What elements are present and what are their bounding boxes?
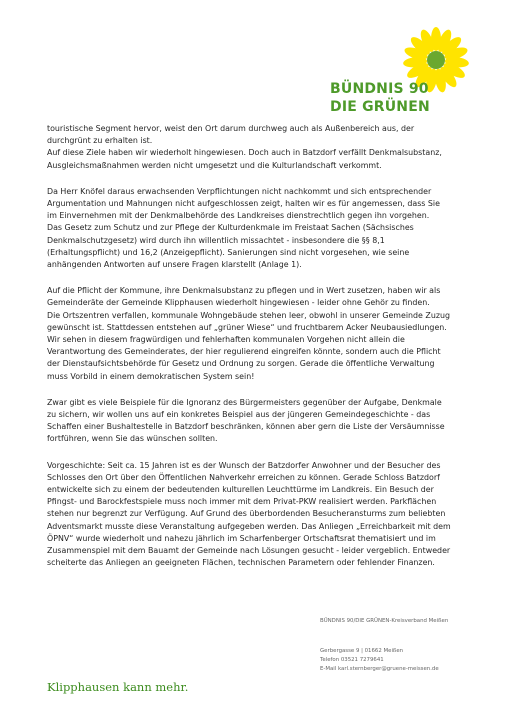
logo-line-1: BÜNDNIS 90 (330, 81, 429, 97)
text-line: Schaffen einer Bushaltestelle in Batzdorf beschränken, können aber gern die Liste der Versäumnisse (47, 422, 445, 432)
text-line: durchgrünt zu erhalten ist. (47, 136, 153, 146)
text-line: Die Ortszentren verfallen, kommunale Wohngebäude stehen leer, obwohl in unserer Gemeinde Zuzug (47, 310, 450, 320)
paragraph (47, 186, 467, 271)
text-line: im Einvernehmen mit der Denkmalbehörde des Landkreises dienstrechtlich gegen ihn vorgehen. (47, 211, 430, 221)
footer-email: E-Mail karl.sternberger@gruene-meissen.de (320, 666, 439, 672)
text-line: gewünscht ist. Stattdessen entstehen auf „grüner Wiese“ und fruchtbarem Acker Neubausiedlungen. (47, 322, 447, 332)
text-line: stehen nur begrenzt zur Verfügung. Auf Grund des überbordenden Besucheransturms zum beliebten (47, 509, 446, 519)
text-line: entwickelte sich zu einem der bedeutenden kulturellen Leuchttürme im Landkreis. Ein Besuch der (47, 485, 434, 495)
paragraph (47, 285, 467, 383)
footer-contact (320, 647, 439, 674)
text-line: Adventsmarkt musste diese Veranstaltung aufgegeben werden. Das Anliegen „Erreichbarkeit mit dem (47, 521, 451, 531)
text-line: Zwar gibt es viele Beispiele für die Ignoranz des Bürgermeisters gegenüber der Aufgabe, Denkmale (47, 397, 442, 407)
text-line: Argumentation und Mahnungen nicht aufgeschlossen zeigt, halten wir es für angemessen, dass Sie (47, 199, 440, 209)
text-line: Pfingst- und Barockfestspiele muss noch immer mit dem Privat-PKW realisiert werden. Parkflächen (47, 497, 437, 507)
text-line: touristische Segment hervor, weist den Ort darum durchweg auch als Außenbereich aus, der (47, 124, 415, 133)
logo-line-2: DIE GRÜNEN (330, 99, 430, 115)
footer-org: BÜNDNIS 90/DIE GRÜNEN-Kreisverband Meißen (320, 618, 449, 624)
text-line: Wir sehen in diesem fragwürdigen und fehlerhaften kommunalen Vorgehen nicht allein die (47, 335, 405, 345)
text-line: Zusammenspiel mit dem Bauamt der Gemeinde nach Lösungen gesucht - leider vergeblich. Entweder (47, 546, 451, 556)
text-line: Das Gesetz zum Schutz und zur Pflege der Kulturdenkmale im Freistaat Sachen (Sächsisches (47, 223, 414, 233)
text-line: Auf die Pflicht der Kommune, ihre Denkmalsubstanz zu pflegen und in Wert zusetzen, haben wir als (47, 286, 441, 296)
text-line: Gemeinderäte der Gemeinde Klipphausen wiederholt hingewiesen - leider ohne Gehör zu finden. (47, 298, 430, 308)
text-line: Verantwortung des Gemeinderates, der hier regulierend eingreifen könnte, sondern auch die Pflicht (47, 347, 441, 357)
party-logo (325, 27, 475, 115)
footer-address: Gerbergasse 9 | 01662 Meißen (320, 648, 404, 654)
text-line: scheiterte das Anliegen an geeigneten Flächen, technischen Parametern oder fehlender Finanzen. (47, 558, 435, 568)
paragraph (47, 460, 467, 570)
letter-body (47, 123, 467, 584)
text-line: (Erhaltungspflicht) und 16,2 (Anzeigepflicht). Sanierungen sind nicht vorgesehen, wie seine (47, 247, 410, 257)
footer-slogan: Klipphausen kann mehr. (47, 680, 189, 694)
text-line: der Dienstaufsichtsbehörde für Gesetz und Ordnung zu sorgen. Gerade die öffentliche Verwaltung (47, 359, 435, 369)
text-line: Denkmalschutzgesetz) wird durch ihn willentlich missachtet - insbesondere die §§ 8,1 (47, 235, 385, 245)
paragraph (47, 397, 467, 446)
text-line: muss Vorbild in einem demokratischen System sein! (47, 371, 255, 381)
text-line: ÖPNV“ wurde wiederholt und nahezu jährlich im Scharfenberger Ortschaftsrat thematisiert und im (47, 533, 436, 543)
text-line: zu sichern, wir wollen uns auf ein konkretes Beispiel aus der jüngeren Gemeindegeschichte - das (47, 410, 431, 420)
text-line: Da Herr Knöfel daraus erwachsenden Verpflichtungen nicht nachkommt und sich entsprechender (47, 186, 432, 196)
text-line: Ausgleichsmaßnahmen werden nicht umgesetzt und die Kulturlandschaft verkommt. (47, 160, 382, 170)
paragraph (47, 123, 467, 172)
text-line: Schlosses den Ort über den Öffentlichen Nahverkehr erreichen zu können. Gerade Schloss Batzdorf (47, 472, 440, 482)
text-line: anhängenden Antworten auf unsere Fragen klarstellt (Anlage 1). (47, 260, 302, 270)
text-line: Vorgeschichte: Seit ca. 15 Jahren ist es der Wunsch der Batzdorfer Anwohner und der Besucher des (47, 460, 441, 470)
text-line: fortführen, wenn Sie das wünschen sollten. (47, 434, 218, 444)
footer-phone: Telefon 03521 7279641 (320, 657, 384, 663)
text-line: Auf diese Ziele haben wir wiederholt hingewiesen. Doch auch in Batzdorf verfällt Denkmalsubstanz, (47, 148, 442, 158)
